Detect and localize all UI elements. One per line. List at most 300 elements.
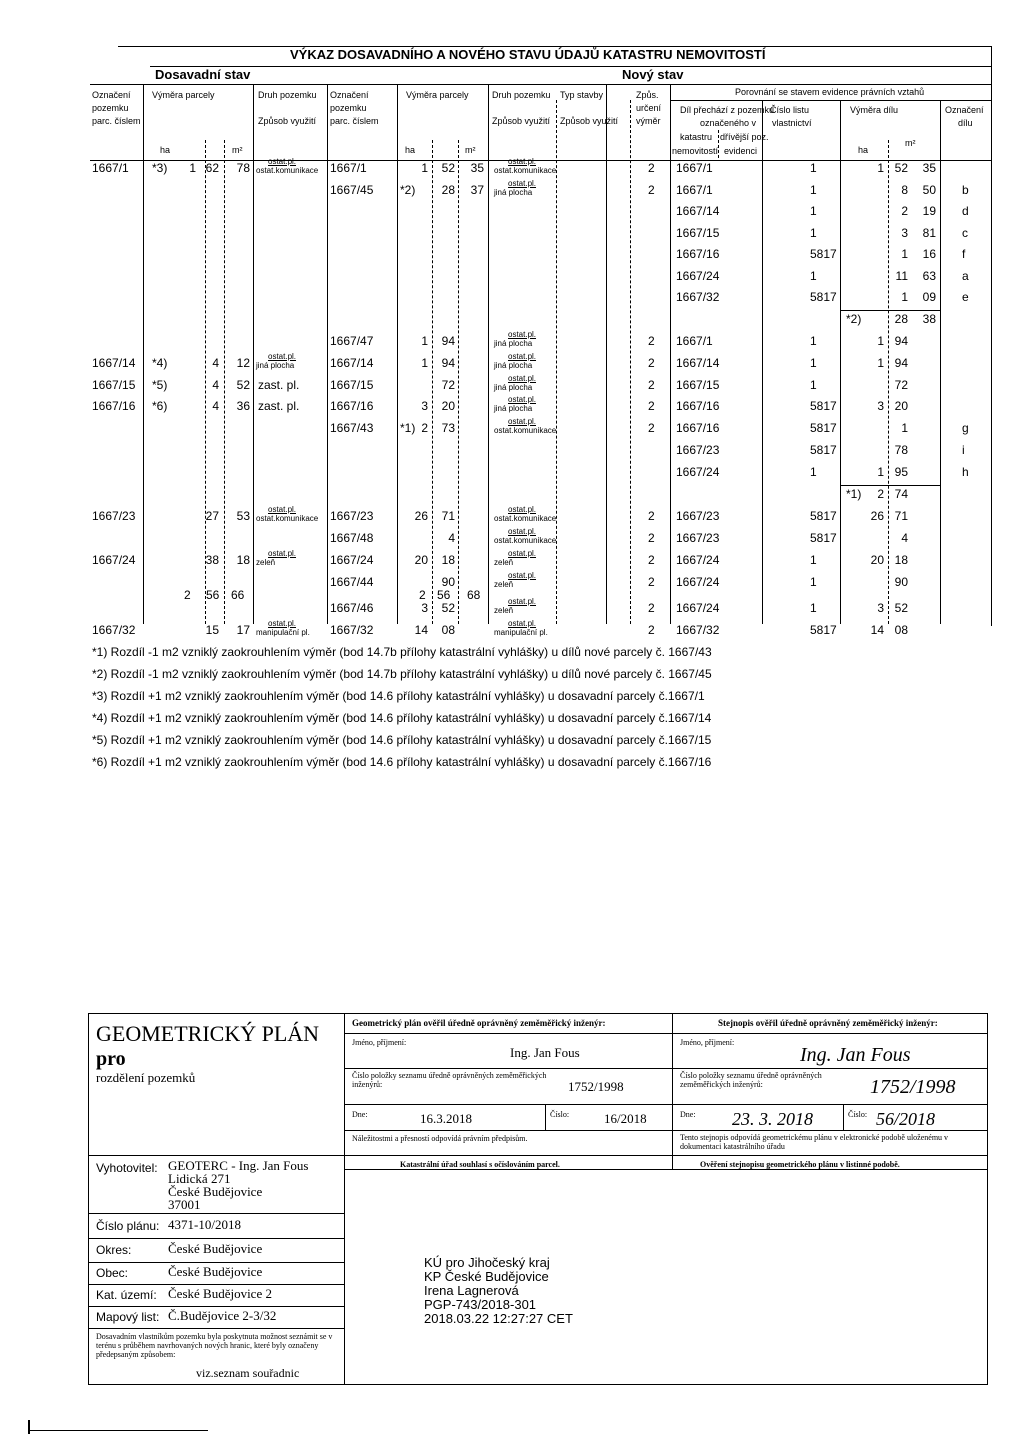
cell-on: *6)	[152, 399, 168, 413]
h-part-mark-2: dílu	[958, 118, 973, 128]
cell-op: 1667/14	[92, 356, 136, 370]
cell-z: 2	[648, 161, 655, 175]
cell-dm: 28	[894, 312, 908, 326]
cell-dm: 1	[901, 247, 908, 261]
total-new-m2: 56	[437, 588, 451, 602]
cell-nh: 20	[414, 553, 428, 567]
cell-dm: 94	[894, 356, 908, 370]
cell-np: 1667/44	[330, 575, 374, 589]
h-old-type: Druh pozemku	[258, 90, 317, 100]
cell-new-type: ostat.pl.	[508, 417, 537, 426]
cell-dh: 14	[870, 623, 884, 637]
cell-lv: 1	[810, 226, 817, 240]
cell-dc: 50	[922, 183, 936, 197]
cell-nm: 18	[441, 553, 455, 567]
cell-lv: 1	[810, 378, 817, 392]
subtotal-rule	[840, 310, 940, 311]
copy-note: Tento stejnopis odpovídá geometrickému plánu v elektronické podobě uloženému v dokumentaci katastrálního úřadu	[680, 1133, 949, 1151]
frame-right	[991, 46, 992, 626]
cell-fp: 1667/24	[676, 553, 720, 567]
cell-oc: 12	[236, 356, 250, 370]
plan-number: 16/2018	[604, 1111, 647, 1126]
dash-line	[556, 100, 557, 624]
cell-dm: 90	[894, 575, 908, 589]
cell-dm: 52	[894, 601, 908, 615]
cell-fp: 1667/32	[676, 290, 720, 304]
cell-op: 1667/15	[92, 378, 136, 392]
cell-z: 2	[648, 378, 655, 392]
cell-dm: 71	[894, 509, 908, 523]
cell-z: 2	[648, 356, 655, 370]
office-line-3: Irena Lagnerová	[424, 1283, 519, 1298]
header-bottom-rule	[90, 160, 992, 161]
h-old-m2: m²	[232, 145, 243, 155]
author-line-3: České Budějovice	[168, 1184, 263, 1199]
coords-note: viz.seznam souřadnic	[196, 1366, 300, 1380]
cell-dc: 81	[922, 226, 936, 240]
h-method-1: Způs.	[636, 90, 659, 100]
dash-line	[718, 130, 719, 158]
h-part-from-2: označeného v	[700, 118, 757, 128]
h-old-parcel-1: Označení	[92, 90, 131, 100]
cell-nh: 1	[421, 161, 428, 175]
office-head: Katastrální úřad souhlasí s očíslováním parcel.	[400, 1160, 560, 1169]
h-part-area: Výměra dílu	[850, 105, 899, 115]
col-line	[940, 100, 941, 624]
cell-nm: 90	[441, 575, 455, 589]
cell-on: *4)	[152, 356, 168, 370]
col-line	[253, 84, 254, 624]
cell-old-use: manipulační pl.	[256, 628, 310, 637]
dash-line	[432, 140, 433, 624]
cell-om: 4	[212, 399, 219, 413]
footnote-2: *2) Rozdíl -1 m2 vzniklý zaokrouhlením výměr (bod 14.7b přílohy katastrální vyhlášky) u dílů nové parcely č. 1667/45	[92, 667, 712, 681]
num-label: Číslo:	[550, 1110, 570, 1119]
cell-dc: 16	[922, 247, 936, 261]
col-line	[397, 84, 398, 624]
cell-dh: 1	[877, 465, 884, 479]
cell-dl: d	[962, 204, 969, 218]
cell-nm: 52	[441, 161, 455, 175]
cell-dm: 72	[894, 378, 908, 392]
footnote-3: *3) Rozdíl +1 m2 vzniklý zaokrouhlením výměr (bod 14.6 přílohy katastrální vyhlášky) u dosavadní parcely č.1667/1	[92, 689, 705, 703]
cell-dl: b	[962, 183, 969, 197]
cell-z: 2	[648, 421, 655, 435]
cell-oc: 52	[236, 378, 250, 392]
cell-op: 1667/16	[92, 399, 136, 413]
cell-om: 38	[205, 553, 219, 567]
plan-no-label: Číslo plánu:	[96, 1219, 160, 1233]
dash-line	[458, 140, 459, 624]
copy-name-handwritten: Ing. Jan Fous	[800, 1044, 911, 1066]
col-line	[327, 84, 328, 624]
cell-old-type: ostat.pl.	[268, 619, 297, 628]
cell-dm: 4	[901, 531, 908, 545]
cell-on: *5)	[152, 378, 168, 392]
cell-nh: 3	[421, 399, 428, 413]
h-cadastre-2: nemovitostí	[672, 146, 719, 156]
cell-np: 1667/1	[330, 161, 367, 175]
cell-nc: 37	[470, 183, 484, 197]
cell-new-type: ostat.pl.	[508, 527, 537, 536]
total-old-ha: 2	[184, 588, 191, 602]
dash-line	[888, 140, 889, 624]
rule	[670, 100, 992, 101]
cell-dm: 1	[901, 421, 908, 435]
cell-np: 1667/14	[330, 356, 374, 370]
copy-date-label: Dne:	[680, 1110, 696, 1119]
h-new-parcel-3: parc. číslem	[330, 116, 379, 126]
cell-np: 1667/32	[330, 623, 374, 637]
h-old-parcel-2: pozemku	[92, 103, 129, 113]
cell-z: 2	[648, 399, 655, 413]
cell-nm: 72	[441, 378, 455, 392]
cell-nh: 14	[414, 623, 428, 637]
rule	[150, 66, 992, 67]
tb-line	[344, 1068, 988, 1069]
h-new-use: Způsob využití	[492, 116, 551, 126]
h-new-area: Výměra parcely	[406, 90, 469, 100]
author-line-1: GEOTERC - Ing. Jan Fous	[168, 1158, 309, 1173]
cell-nm: 52	[441, 601, 455, 615]
cell-new-type: ostat.pl.	[508, 597, 537, 606]
map-label: Mapový list:	[96, 1310, 160, 1324]
tb-line	[545, 1104, 546, 1130]
office-line-4: PGP-743/2018-301	[424, 1297, 537, 1312]
cell-np: 1667/24	[330, 553, 374, 567]
h-method-2: určení	[636, 103, 662, 113]
cell-lv: 5817	[810, 421, 837, 435]
h-method-3: výměr	[636, 116, 661, 126]
cell-old-type: zast. pl.	[258, 378, 300, 392]
cell-dc: 38	[922, 312, 936, 326]
cell-new-type: ostat.pl.	[508, 374, 537, 383]
dash-line	[205, 140, 206, 624]
copy-verify: Ověření stejnopisu geometrického plánu v listinné podobě.	[700, 1160, 900, 1169]
cell-lv: 1	[810, 334, 817, 348]
cell-new-use: jiná plocha	[494, 361, 533, 370]
cell-fp: 1667/24	[676, 269, 720, 283]
subtotal-rule	[840, 485, 940, 486]
office-line-5: 2018.03.22 12:27:27 CET	[424, 1311, 573, 1326]
col-line	[670, 84, 671, 624]
cell-np: 1667/15	[330, 378, 374, 392]
cell-new-use: zeleň	[494, 580, 514, 589]
tb-line	[88, 1284, 344, 1285]
cell-z: 2	[648, 509, 655, 523]
surveyor-name: Ing. Jan Fous	[510, 1045, 580, 1060]
footnote-1: *1) Rozdíl -1 m2 vzniklý zaokrouhlením výměr (bod 14.7b přílohy katastrální vyhlášky) u dílů nové parcely č. 1667/43	[92, 645, 712, 659]
h-new-ha: ha	[405, 145, 416, 155]
tb-line	[843, 1104, 844, 1130]
cell-dh: 26	[870, 509, 884, 523]
cell-dm: 1	[901, 290, 908, 304]
cell-fp: 1667/15	[676, 226, 720, 240]
cell-nh: 3	[421, 601, 428, 615]
cell-lv: 5817	[810, 443, 837, 457]
cell-nn: *2)	[400, 183, 416, 197]
cell-old-type: zast. pl.	[258, 399, 300, 413]
tb-line	[88, 1238, 344, 1239]
cell-lv: 5817	[810, 531, 837, 545]
cell-fp: 1667/24	[676, 601, 720, 615]
cell-nm: 20	[441, 399, 455, 413]
cell-note: *2)	[846, 312, 862, 326]
cell-new-use: jiná plocha	[494, 188, 533, 197]
footnote-4: *4) Rozdíl +1 m2 vzniklý zaokrouhlením výměr (bod 14.6 přílohy katastrální vyhlášky) u dosavadní parcely č.1667/14	[92, 711, 712, 725]
cell-z: 2	[648, 553, 655, 567]
h-new-m2: m²	[465, 145, 476, 155]
tb-line	[88, 1262, 344, 1263]
plan-pro: pro	[96, 1048, 126, 1070]
cell-fp: 1667/1	[676, 183, 713, 197]
cadastral-label: Kat. území:	[96, 1288, 157, 1302]
cell-lv: 1	[810, 575, 817, 589]
cell-lv: 1	[810, 356, 817, 370]
cell-z: 2	[648, 575, 655, 589]
cell-om: 4	[212, 356, 219, 370]
cell-new-use: zeleň	[494, 558, 514, 567]
cell-nm: 08	[441, 623, 455, 637]
cell-np: 1667/45	[330, 183, 374, 197]
tb-line	[344, 1130, 988, 1131]
author-line-4: 37001	[168, 1197, 201, 1212]
cell-dh: 1	[877, 334, 884, 348]
h-part-m2: m²	[905, 138, 916, 148]
h-lv-1: Číslo listu	[770, 105, 810, 115]
cell-nc: 35	[470, 161, 484, 175]
cell-new-type: ostat.pl.	[508, 571, 537, 580]
h-old-ha: ha	[160, 145, 171, 155]
margin-mark	[28, 1420, 30, 1434]
cell-fp: 1667/14	[676, 204, 720, 218]
cell-fp: 1667/16	[676, 247, 720, 261]
cell-new-type: ostat.pl.	[508, 395, 537, 404]
h-prior-1: dřívější poz.	[720, 132, 769, 142]
cell-np: 1667/43	[330, 421, 374, 435]
cell-new-use: zeleň	[494, 606, 514, 615]
cell-dc: 35	[922, 161, 936, 175]
cell-z: 2	[648, 623, 655, 637]
dash-line	[630, 100, 631, 624]
cell-z: 2	[648, 183, 655, 197]
h-prior-2: evidenci	[724, 146, 758, 156]
h-old-area: Výměra parcely	[152, 90, 215, 100]
cell-lv: 5817	[810, 399, 837, 413]
cell-fp: 1667/15	[676, 378, 720, 392]
cell-op: 1667/32	[92, 623, 136, 637]
cell-dc: 63	[922, 269, 936, 283]
plan-title: GEOMETRICKÝ PLÁN	[96, 1021, 320, 1046]
tb-line	[672, 1013, 673, 1169]
cell-old-type: ostat.pl.	[268, 549, 297, 558]
tb-line	[344, 1104, 988, 1105]
plan-purpose: rozdělení pozemků	[96, 1070, 196, 1085]
cell-new-use: jiná plocha	[494, 404, 533, 413]
cell-new-type: ostat.pl.	[508, 505, 537, 514]
col-line	[840, 100, 841, 624]
copy-num-label: Číslo:	[848, 1110, 868, 1119]
cell-dm: 18	[894, 553, 908, 567]
cell-fp: 1667/24	[676, 465, 720, 479]
cell-dm: 2	[901, 204, 908, 218]
cell-lv: 5817	[810, 623, 837, 637]
cell-new-type: ostat.pl.	[508, 157, 537, 166]
cell-nm: 28	[441, 183, 455, 197]
cell-dl: c	[962, 226, 968, 240]
district: České Budějovice	[168, 1241, 263, 1256]
cell-op: 1667/24	[92, 553, 136, 567]
municipality: České Budějovice	[168, 1264, 263, 1279]
cell-dm: 20	[894, 399, 908, 413]
cell-new-use: ostat.komunikace	[494, 536, 557, 545]
copy-reg-label: Číslo položky seznamu úředně oprávněných zeměměřických inženýrů:	[680, 1071, 822, 1089]
cell-om: 62	[205, 161, 219, 175]
cell-new-type: ostat.pl.	[508, 179, 537, 188]
copy-head: Stejnopis ověřil úředně oprávněný zeměměřický inženýr:	[718, 1018, 938, 1028]
cell-np: 1667/47	[330, 334, 374, 348]
h-method-use: Způsob využití	[560, 116, 619, 126]
h-part-ha: ha	[858, 145, 869, 155]
h-comparison: Porovnání se stavem evidence právních vztahů	[735, 87, 925, 97]
dash-line	[224, 140, 225, 624]
cell-nm: 71	[441, 509, 455, 523]
reg-label: Číslo položky seznamu úředně oprávněných zeměměřických inženýrů:	[352, 1071, 547, 1089]
h-new-parcel-1: Označení	[330, 90, 369, 100]
footnote-5: *5) Rozdíl +1 m2 vzniklý zaokrouhlením výměr (bod 14.6 přílohy katastrální vyhlášky) u dosavadní parcely č.1667/15	[92, 733, 712, 747]
cell-dh: 1	[877, 161, 884, 175]
cell-dc: 19	[922, 204, 936, 218]
tb-line	[344, 1169, 988, 1170]
cell-new-type: ostat.pl.	[508, 330, 537, 339]
cell-fp: 1667/1	[676, 161, 713, 175]
cell-old-use: jiná plocha	[256, 361, 295, 370]
cell-om: 27	[205, 509, 219, 523]
cell-nm: 4	[448, 531, 455, 545]
cell-dm: 08	[894, 623, 908, 637]
cell-new-use: ostat.komunikace	[494, 426, 557, 435]
cell-nh: 1	[421, 356, 428, 370]
cell-fp: 1667/24	[676, 575, 720, 589]
author-line-2: Lidická 271	[168, 1171, 231, 1186]
cell-oh: 1	[189, 161, 196, 175]
cell-fp: 1667/23	[676, 443, 720, 457]
h-part-from-1: Díl přechází z pozemku	[680, 105, 775, 115]
cell-old-use: zeleň	[256, 558, 276, 567]
cell-old-type: ostat.pl.	[268, 352, 297, 361]
cell-nn: *1)	[400, 421, 416, 435]
col-line	[762, 100, 763, 624]
cell-lv: 5817	[810, 509, 837, 523]
plan-no: 4371-10/2018	[168, 1217, 241, 1232]
cell-dc: 09	[922, 290, 936, 304]
plan-date: 16.3.2018	[420, 1111, 472, 1126]
cell-fp: 1667/16	[676, 421, 720, 435]
tb-line	[88, 1155, 988, 1156]
tb-line	[88, 1213, 344, 1214]
cell-new-type: ostat.pl.	[508, 352, 537, 361]
cell-nm: 94	[441, 356, 455, 370]
cell-fp: 1667/23	[676, 531, 720, 545]
cell-dm: 11	[895, 269, 908, 283]
cell-z: 2	[648, 334, 655, 348]
accuracy-note: Náležitostmi a přesností odpovídá právním předpisům.	[352, 1134, 528, 1143]
cell-np: 1667/16	[330, 399, 374, 413]
verified-head: Geometrický plán ověřil úředně oprávněný zeměměřický inženýr:	[352, 1018, 606, 1028]
reg-number: 1752/1998	[568, 1079, 624, 1094]
cell-old-type: ostat.pl.	[268, 157, 297, 166]
cell-dl: g	[962, 421, 969, 435]
cell-np: 1667/46	[330, 601, 374, 615]
cell-nm: 73	[441, 421, 455, 435]
cell-dm: 95	[894, 465, 908, 479]
cell-fp: 1667/16	[676, 399, 720, 413]
copy-date-handwritten: 23. 3. 2018	[732, 1109, 813, 1129]
total-new-ha: 2	[419, 588, 426, 602]
h-old-parcel-3: parc. číslem	[92, 116, 141, 126]
footnote-6: *6) Rozdíl +1 m2 vzniklý zaokrouhlením výměr (bod 14.6 přílohy katastrální vyhlášky) u dosavadní parcely č.1667/16	[92, 755, 712, 769]
cell-dl: h	[962, 465, 969, 479]
author-label: Vyhotovitel:	[96, 1161, 158, 1175]
cell-lv: 1	[810, 269, 817, 283]
cell-oc: 17	[236, 623, 250, 637]
cell-nm: 94	[441, 334, 455, 348]
cell-new-use: jiná plocha	[494, 383, 533, 392]
cell-dh: 2	[877, 487, 884, 501]
h-new-parcel-2: pozemku	[330, 103, 367, 113]
cell-dl: i	[962, 443, 965, 457]
h-lv-2: vlastnictví	[772, 118, 812, 128]
cell-lv: 1	[810, 204, 817, 218]
cell-new-use: ostat.komunikace	[494, 514, 557, 523]
cell-oc: 36	[236, 399, 250, 413]
cell-nh: 26	[414, 509, 428, 523]
office-line-2: KP České Budějovice	[424, 1269, 549, 1284]
cell-old-type: ostat.pl.	[268, 505, 297, 514]
report-title: VÝKAZ DOSAVADNÍHO A NOVÉHO STAVU ÚDAJŮ KATASTRU NEMOVITOSTÍ	[290, 47, 766, 62]
cell-om: 15	[205, 623, 219, 637]
cell-op: 1667/23	[92, 509, 136, 523]
cell-dm: 8	[901, 183, 908, 197]
h-part-mark-1: Označení	[945, 105, 984, 115]
cell-oc: 78	[236, 161, 250, 175]
owners-note: Dosavadním vlastníkům pozemku byla poskytnuta možnost seznámit se v terénu s průběhem navrhovaných nových hranic, které byly označeny předepsaným způsobem:	[96, 1332, 333, 1359]
date-label: Dne:	[352, 1110, 368, 1119]
cell-oc: 18	[236, 553, 250, 567]
cell-fp: 1667/1	[676, 334, 713, 348]
cell-new-use: manipulační pl.	[494, 628, 548, 637]
copy-num-handwritten: 56/2018	[876, 1109, 936, 1129]
cell-lv: 5817	[810, 247, 837, 261]
cell-lv: 1	[810, 601, 817, 615]
col-line	[488, 84, 489, 624]
cell-new-use: ostat.komunikace	[494, 166, 557, 175]
cell-fp: 1667/14	[676, 356, 720, 370]
map-sheet: Č.Budějovice 2-3/32	[168, 1308, 277, 1323]
cell-lv: 5817	[810, 290, 837, 304]
cell-op: 1667/1	[92, 161, 129, 175]
cell-on: *3)	[152, 161, 168, 175]
h-new-type: Druh pozemku	[492, 90, 551, 100]
cell-dh: 1	[877, 356, 884, 370]
h-cadastre-1: katastru	[680, 132, 713, 142]
cell-fp: 1667/23	[676, 509, 720, 523]
cell-nh: 1	[421, 334, 428, 348]
old-state-heading: Dosavadní stav	[155, 67, 251, 82]
col-line	[606, 84, 607, 624]
cell-dh: 3	[877, 601, 884, 615]
cell-new-use: jiná plocha	[494, 339, 533, 348]
